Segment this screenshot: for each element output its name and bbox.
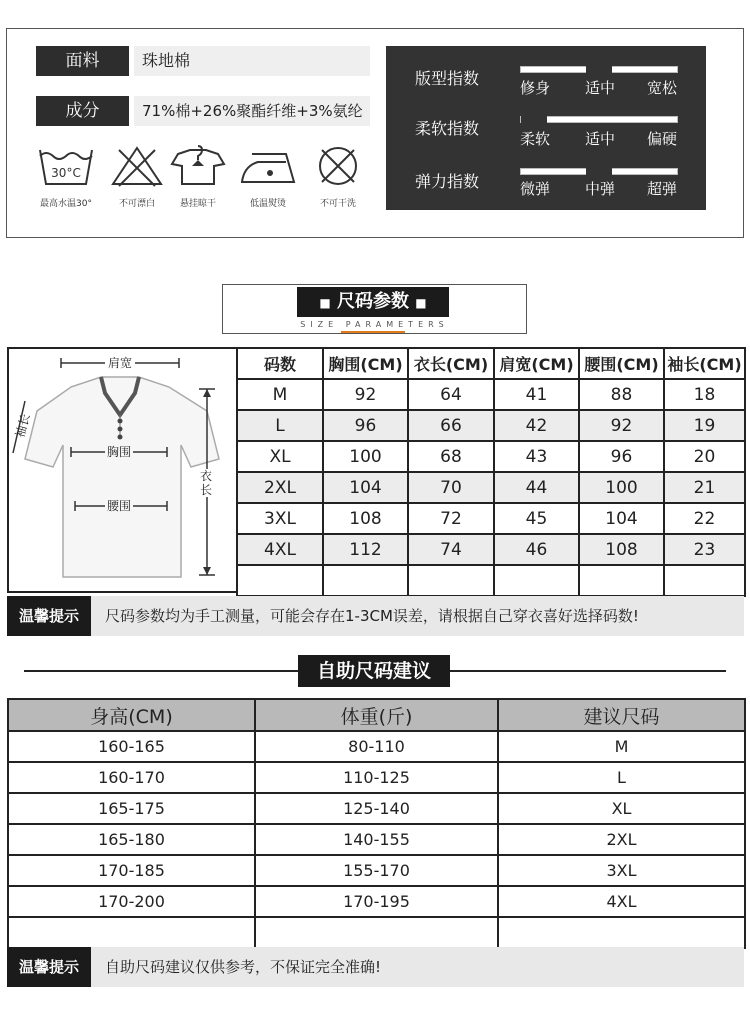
index-option: 柔软 xyxy=(520,130,551,148)
care-label: 最高水温30° xyxy=(40,199,92,209)
chest-label: 胸围 xyxy=(107,445,132,459)
table-cell: 72 xyxy=(408,503,494,534)
table-cell: 160-170 xyxy=(8,762,255,793)
table-cell xyxy=(664,565,745,596)
table-row xyxy=(237,441,745,472)
table-cell: 22 xyxy=(664,503,745,534)
size-table xyxy=(236,347,746,597)
wash-30-icon xyxy=(36,144,96,188)
care-iron-low xyxy=(232,144,304,209)
table-row xyxy=(237,472,745,503)
table-header-row xyxy=(237,348,745,379)
table-header-cell: 腰围(CM) xyxy=(579,348,664,379)
table-cell: 2XL xyxy=(498,824,745,855)
table-row xyxy=(8,917,745,948)
table-cell: 110-125 xyxy=(255,762,498,793)
care-wash-30 xyxy=(30,144,102,209)
table-row xyxy=(237,565,745,596)
index-track xyxy=(520,116,678,123)
shirt-diagram xyxy=(7,347,238,593)
table-cell xyxy=(8,917,255,948)
table-row xyxy=(237,503,745,534)
index-track xyxy=(520,66,678,73)
table-cell: 160-165 xyxy=(8,731,255,762)
size-advice-title: 自助尺码建议 xyxy=(298,655,450,687)
table-cell: 108 xyxy=(323,503,408,534)
table-cell: 44 xyxy=(494,472,579,503)
table-cell xyxy=(237,565,323,596)
advice-tip xyxy=(7,947,744,987)
table-header-cell: 袖长(CM) xyxy=(664,348,745,379)
table-cell: 21 xyxy=(664,472,745,503)
table-cell: 66 xyxy=(408,410,494,441)
table-cell: 70 xyxy=(408,472,494,503)
index-option: 适中 xyxy=(585,79,616,97)
table-cell: 140-155 xyxy=(255,824,498,855)
table-header-cell: 衣长(CM) xyxy=(408,348,494,379)
table-cell: 43 xyxy=(494,441,579,472)
table-cell: 42 xyxy=(494,410,579,441)
table-row xyxy=(8,731,745,762)
care-label: 悬挂晾干 xyxy=(179,199,216,209)
index-option: 微弹 xyxy=(520,180,551,198)
tip-label: 温馨提示 xyxy=(7,947,91,987)
table-cell: 45 xyxy=(494,503,579,534)
table-cell: 92 xyxy=(579,410,664,441)
table-row xyxy=(237,379,745,410)
composition-value: 71%棉+26%聚酯纤维+3%氨纶 xyxy=(134,96,370,126)
table-cell xyxy=(408,565,494,596)
table-cell: L xyxy=(498,762,745,793)
table-cell: 80-110 xyxy=(255,731,498,762)
table-cell: 18 xyxy=(664,379,745,410)
table-cell: 170-195 xyxy=(255,886,498,917)
waist-label: 腰围 xyxy=(107,499,132,513)
table-cell: 170-185 xyxy=(8,855,255,886)
shoulder-label: 肩宽 xyxy=(105,354,135,371)
table-cell: 165-180 xyxy=(8,824,255,855)
table-cell: 155-170 xyxy=(255,855,498,886)
table-cell: 112 xyxy=(323,534,408,565)
table-cell: 46 xyxy=(494,534,579,565)
table-header-cell: 建议尺码 xyxy=(498,699,745,731)
tip-text: 尺码参数均为手工测量，可能会存在1-3CM误差，请根据自己穿衣喜好选择码数! xyxy=(105,607,639,625)
index-track xyxy=(520,168,678,175)
table-row xyxy=(237,410,745,441)
care-no-dry-clean xyxy=(302,144,374,209)
care-hang-dry xyxy=(162,144,234,209)
table-header-cell: 体重(斤) xyxy=(255,699,498,731)
composition-label: 成分 xyxy=(36,96,129,126)
size-parameters-title-box xyxy=(222,284,527,334)
tip-label: 温馨提示 xyxy=(7,596,91,636)
index-option: 适中 xyxy=(585,130,616,148)
table-cell: 2XL xyxy=(237,472,323,503)
care-label: 不可漂白 xyxy=(118,199,155,209)
care-label: 不可干洗 xyxy=(319,199,356,209)
table-cell xyxy=(579,565,664,596)
index-option: 超弹 xyxy=(647,180,678,198)
index-option: 偏硬 xyxy=(647,130,678,148)
table-cell: 108 xyxy=(579,534,664,565)
table-cell: 23 xyxy=(664,534,745,565)
table-cell xyxy=(255,917,498,948)
table-cell: L xyxy=(237,410,323,441)
table-cell: 41 xyxy=(494,379,579,410)
index-label: 弹力指数 xyxy=(415,172,480,191)
table-header-cell: 肩宽(CM) xyxy=(494,348,579,379)
table-cell: 100 xyxy=(323,441,408,472)
table-cell: 4XL xyxy=(237,534,323,565)
index-option: 宽松 xyxy=(647,79,678,97)
table-cell: 165-175 xyxy=(8,793,255,824)
table-cell: 100 xyxy=(579,472,664,503)
table-cell: 104 xyxy=(579,503,664,534)
wash-temp-badge: 30°C xyxy=(51,166,81,180)
size-parameters-title: ■ 尺码参数 ■ xyxy=(297,287,449,317)
iron-low-icon xyxy=(236,144,300,188)
size-advice-table xyxy=(7,698,746,949)
table-cell: 4XL xyxy=(498,886,745,917)
table-cell: 96 xyxy=(323,410,408,441)
sleeve-label: 袖长 xyxy=(12,412,33,440)
table-cell: 170-200 xyxy=(8,886,255,917)
table-cell xyxy=(494,565,579,596)
table-cell: M xyxy=(498,731,745,762)
size-parameters-subtitle: SIZE PARAMETERS xyxy=(300,320,449,329)
table-cell: 74 xyxy=(408,534,494,565)
index-option: 修身 xyxy=(520,79,551,97)
table-cell: 92 xyxy=(323,379,408,410)
table-cell: XL xyxy=(237,441,323,472)
no-bleach-icon xyxy=(107,144,167,188)
table-header-cell: 码数 xyxy=(237,348,323,379)
table-header-cell: 身高(CM) xyxy=(8,699,255,731)
table-row xyxy=(8,793,745,824)
table-row xyxy=(8,762,745,793)
tip-text: 自助尺码建议仅供参考，不保证完全准确! xyxy=(105,958,382,976)
table-cell: 64 xyxy=(408,379,494,410)
table-cell: 88 xyxy=(579,379,664,410)
table-row xyxy=(8,824,745,855)
table-cell xyxy=(323,565,408,596)
table-cell: 19 xyxy=(664,410,745,441)
index-label: 柔软指数 xyxy=(415,119,480,138)
table-header-cell: 胸围(CM) xyxy=(323,348,408,379)
table-cell: 125-140 xyxy=(255,793,498,824)
table-row xyxy=(8,855,745,886)
index-level-marker xyxy=(586,66,612,73)
no-dry-clean-icon xyxy=(308,144,368,188)
table-cell: 104 xyxy=(323,472,408,503)
measurement-tip xyxy=(7,596,744,636)
table-row xyxy=(237,534,745,565)
index-label: 版型指数 xyxy=(415,69,480,88)
index-level-marker xyxy=(586,168,612,175)
table-cell: M xyxy=(237,379,323,410)
table-cell: XL xyxy=(498,793,745,824)
fabric-value: 珠地棉 xyxy=(134,46,370,76)
length-label: 衣长 xyxy=(199,469,212,497)
table-cell: 96 xyxy=(579,441,664,472)
table-row xyxy=(8,886,745,917)
table-cell: 3XL xyxy=(237,503,323,534)
table-cell: 20 xyxy=(664,441,745,472)
table-header-row xyxy=(8,699,745,731)
index-level-marker xyxy=(521,116,547,123)
title-accent-line xyxy=(341,331,405,333)
table-cell: 3XL xyxy=(498,855,745,886)
fabric-label: 面料 xyxy=(36,46,129,76)
table-cell xyxy=(498,917,745,948)
index-option: 中弹 xyxy=(585,180,616,198)
table-cell: 68 xyxy=(408,441,494,472)
hang-dry-icon xyxy=(168,144,228,188)
care-label: 低温熨烫 xyxy=(249,199,286,209)
